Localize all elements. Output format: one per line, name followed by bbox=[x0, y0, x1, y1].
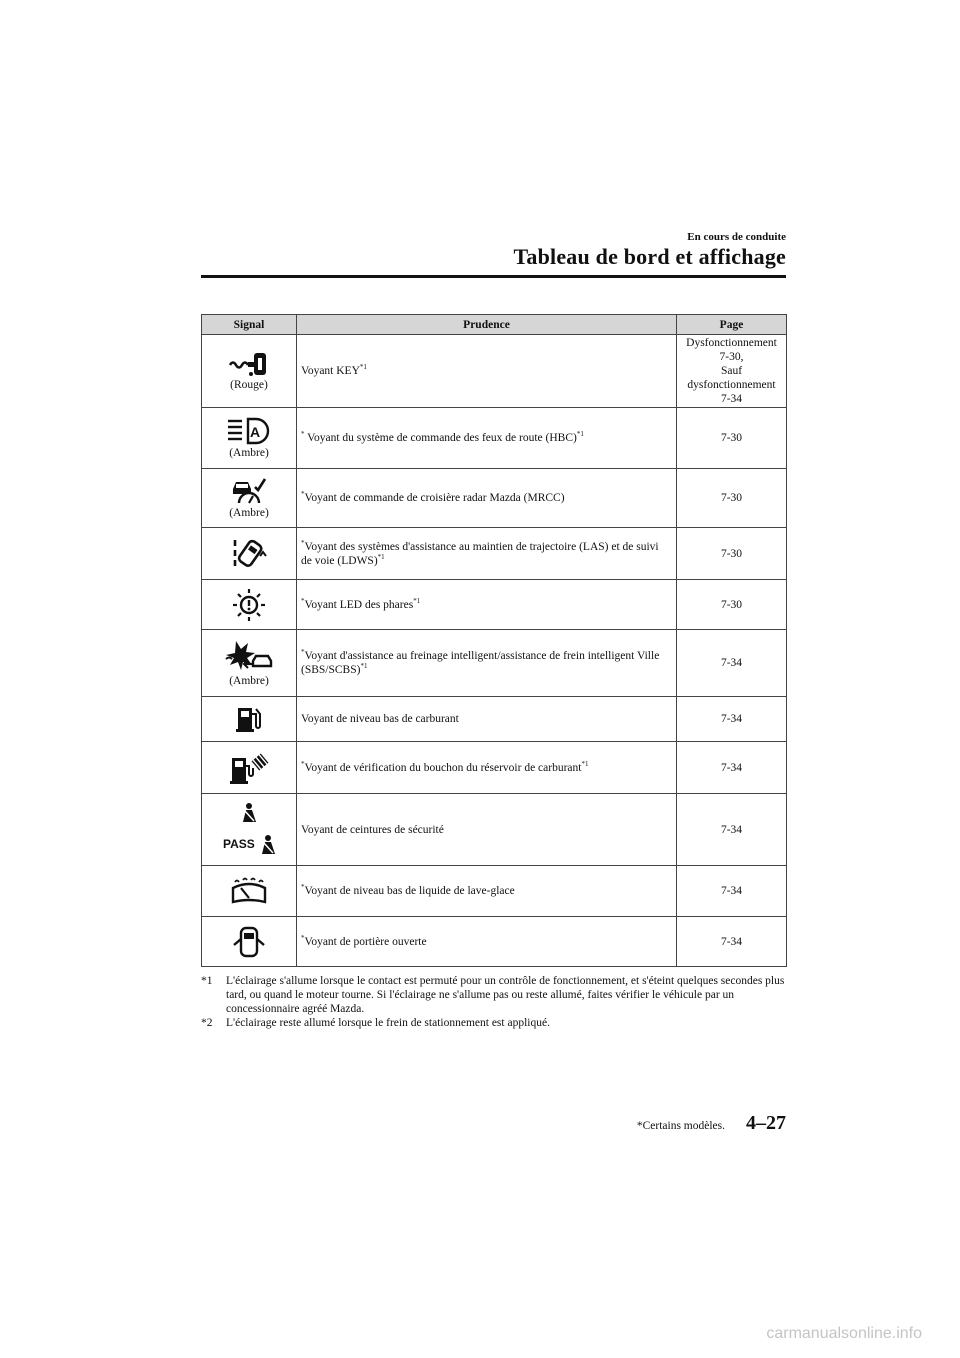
page-ref: 7-30 bbox=[720, 492, 743, 504]
page-ref: 7-34 bbox=[720, 935, 743, 948]
page-ref: 7-34 bbox=[720, 713, 743, 725]
header-signal: Signal bbox=[202, 315, 297, 335]
prudence-text: Voyant de niveau bas de carburant bbox=[301, 713, 459, 725]
signal-cell bbox=[202, 469, 297, 528]
page-cell bbox=[677, 630, 787, 697]
footnote-text: L'éclairage s'allume lorsque le contact est permuté pour un contrôle de fonctionnement, et s'éteint quelques secondes plus tard, ou quand le moteur tourne. Si l'éclairage ne s'allume pas ou reste allumé, faites vérifier le véhicule par un concessionnaire agréé Mazda. bbox=[226, 975, 785, 1015]
prudence-cell bbox=[297, 580, 677, 630]
signal-cell bbox=[202, 794, 297, 866]
footnote-ref: *1 bbox=[359, 363, 367, 372]
footnote-ref: *1 bbox=[360, 662, 368, 671]
page-cell bbox=[677, 408, 787, 469]
color-label: (Ambre) bbox=[229, 447, 269, 459]
page-ref: 7-34 bbox=[720, 823, 743, 836]
page-cell bbox=[677, 794, 787, 866]
table-row bbox=[202, 794, 787, 866]
prudence-cell bbox=[297, 866, 677, 917]
signal-cell bbox=[202, 917, 297, 967]
led-headlight-warning-icon bbox=[231, 588, 267, 622]
page-cell bbox=[677, 335, 787, 408]
footnote bbox=[201, 1016, 787, 1030]
prudence-cell bbox=[297, 335, 677, 408]
page-ref: 7-30 bbox=[720, 432, 743, 444]
prudence-cell bbox=[297, 630, 677, 697]
signal-cell bbox=[202, 742, 297, 794]
footnote bbox=[201, 974, 787, 1016]
key-warning-icon bbox=[227, 351, 271, 377]
lane-keep-assist-icon bbox=[229, 536, 269, 572]
models-note: *Certains modèles. bbox=[636, 1120, 725, 1132]
signal-cell bbox=[202, 697, 297, 742]
table-row bbox=[202, 742, 787, 794]
prudence-cell bbox=[297, 697, 677, 742]
signal-cell bbox=[202, 580, 297, 630]
prudence-text: Voyant de vérification du bouchon du réservoir de carburant bbox=[304, 761, 582, 774]
door-ajar-icon bbox=[231, 925, 267, 959]
prudence-cell bbox=[297, 794, 677, 866]
prudence-cell bbox=[297, 408, 677, 469]
table-row bbox=[202, 866, 787, 917]
pass-label: PASS bbox=[223, 836, 255, 851]
page-ref: 7-30, bbox=[719, 351, 744, 363]
page-cell bbox=[677, 866, 787, 917]
optional-mark: * bbox=[301, 648, 305, 657]
prudence-text: Voyant de portière ouverte bbox=[304, 935, 427, 948]
prudence-text: Voyant d'assistance au freinage intelligent/assistance de frein intelligent Ville (SBS/SCBS) bbox=[301, 650, 660, 676]
header-page: Page bbox=[677, 315, 787, 335]
signal-cell bbox=[202, 528, 297, 580]
optional-mark: * bbox=[301, 538, 305, 547]
page-cell bbox=[677, 917, 787, 967]
color-label: (Rouge) bbox=[230, 379, 268, 391]
optional-mark: * bbox=[301, 759, 305, 768]
page-ref: 7-30 bbox=[720, 598, 743, 611]
page-cell bbox=[677, 469, 787, 528]
seat-belt-icon bbox=[221, 802, 277, 858]
watermark: carmanualsonline.info bbox=[766, 1325, 922, 1342]
svg-text:A: A bbox=[249, 424, 261, 440]
table-row bbox=[202, 408, 787, 469]
footnote-ref: *1 bbox=[377, 552, 385, 561]
fuel-cap-check-icon bbox=[228, 750, 270, 786]
prudence-text: Voyant des systèmes d'assistance au maintien de trajectoire (LAS) et de suivi de voie (LDWS) bbox=[301, 540, 659, 567]
prudence-cell bbox=[297, 917, 677, 967]
signal-cell bbox=[202, 630, 297, 697]
prudence-text: Voyant du système de commande des feux de route (HBC) bbox=[307, 432, 577, 444]
section-label: En cours de conduite bbox=[687, 231, 786, 243]
prudence-text: Voyant de niveau bas de liquide de lave-glace bbox=[304, 885, 515, 897]
footnote-ref: *1 bbox=[413, 596, 421, 605]
table-row bbox=[202, 469, 787, 528]
page-ref: 7-34 bbox=[720, 761, 743, 774]
page-ref: 7-30 bbox=[720, 547, 743, 560]
optional-mark: * bbox=[301, 490, 305, 499]
table-row bbox=[202, 917, 787, 967]
prudence-cell bbox=[297, 469, 677, 528]
page-cell bbox=[677, 742, 787, 794]
table-row bbox=[202, 697, 787, 742]
page-cell bbox=[677, 697, 787, 742]
optional-mark: * bbox=[301, 883, 305, 892]
page-cell bbox=[677, 528, 787, 580]
footnote-ref: *1 bbox=[576, 430, 584, 439]
prudence-text: Voyant de ceintures de sécurité bbox=[301, 823, 444, 836]
page-title: Tableau de bord et affichage bbox=[513, 244, 786, 269]
low-fuel-icon bbox=[234, 704, 264, 734]
table-row bbox=[202, 630, 787, 697]
footnote-ref: *1 bbox=[581, 759, 589, 768]
table-header-row bbox=[202, 315, 787, 335]
signal-cell bbox=[202, 866, 297, 917]
page-ref: Sauf bbox=[720, 365, 743, 377]
footnotes bbox=[201, 974, 787, 1030]
page-ref: 7-34 bbox=[720, 657, 743, 669]
page-ref: Dysfonctionnement bbox=[686, 337, 777, 349]
warning-lights-table bbox=[201, 314, 787, 967]
page-cell bbox=[677, 580, 787, 630]
signal-cell bbox=[202, 408, 297, 469]
washer-fluid-icon bbox=[229, 876, 269, 906]
optional-mark: * bbox=[301, 933, 305, 942]
page-ref: 7-34 bbox=[720, 885, 743, 897]
table-row bbox=[202, 528, 787, 580]
header-prudence: Prudence bbox=[297, 315, 677, 335]
high-beam-control-icon bbox=[226, 417, 272, 445]
optional-mark: * bbox=[301, 596, 305, 605]
page-ref: 7-34 bbox=[720, 393, 743, 405]
footnote-number: *2 bbox=[201, 1017, 213, 1029]
prudence-cell bbox=[297, 742, 677, 794]
color-label: (Ambre) bbox=[229, 507, 269, 519]
prudence-cell bbox=[297, 528, 677, 580]
smart-brake-support-icon bbox=[224, 639, 274, 673]
header-rule bbox=[201, 275, 786, 278]
prudence-text: Voyant de commande de croisière radar Mazda (MRCC) bbox=[304, 492, 565, 504]
radar-cruise-icon bbox=[227, 477, 271, 505]
prudence-text: Voyant KEY bbox=[301, 365, 360, 377]
table-row bbox=[202, 335, 787, 408]
optional-mark: * bbox=[301, 430, 305, 439]
prudence-text: Voyant LED des phares bbox=[304, 598, 414, 611]
signal-cell bbox=[202, 335, 297, 408]
color-label: (Ambre) bbox=[229, 675, 269, 687]
footnote-number: *1 bbox=[201, 975, 213, 987]
table-row bbox=[202, 580, 787, 630]
footnote-text: L'éclairage reste allumé lorsque le frein de stationnement est appliqué. bbox=[226, 1017, 550, 1029]
page-ref: dysfonctionnement bbox=[687, 379, 776, 391]
page-number: 4–27 bbox=[746, 1112, 786, 1134]
